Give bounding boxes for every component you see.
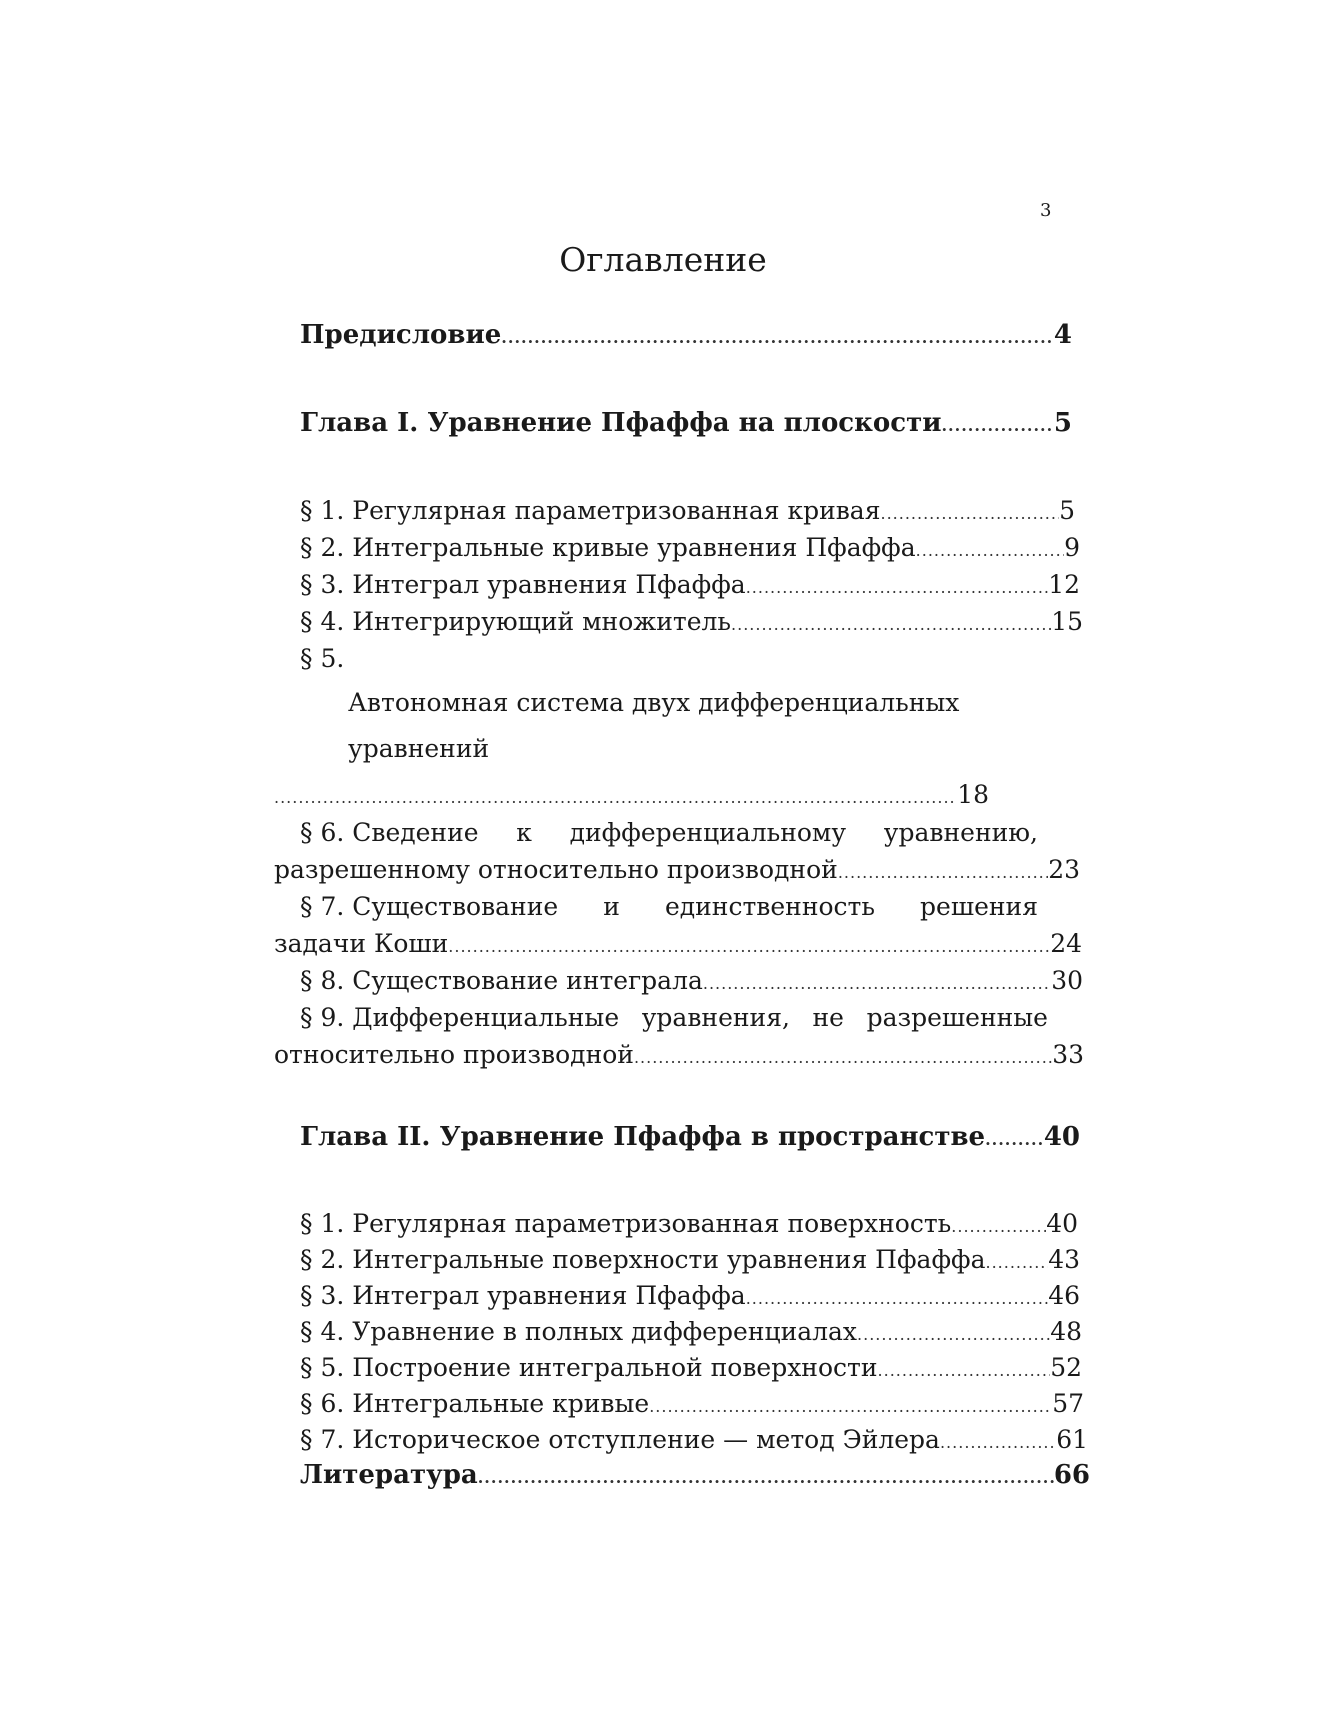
toc-entry-page: 40 [1046,1209,1078,1238]
toc-entry-ch1-s3[interactable] [300,570,1080,599]
word: дифференциальному [569,818,847,847]
toc-entry-label: § 1. Регулярная параметризованная поверхность [300,1209,952,1238]
leader-dots [478,1468,1054,1487]
toc-entry-label: § 3. Интеграл уравнения Пфаффа [300,1281,746,1310]
toc-entry-page: 43 [1048,1245,1080,1274]
leader-dots [838,863,1048,882]
toc-entry-page: 30 [1051,966,1083,995]
leader-dots [746,578,1049,597]
toc-entry-label: § 2. Интегральные кривые уравнения Пфаффа [300,533,916,562]
leader-dots [746,1289,1049,1308]
leader-dots [951,1217,1046,1236]
toc-entry-ch1-s5-line2: уравнений [348,734,490,763]
toc-chapter-2[interactable] [300,1122,1080,1152]
toc-entry-page: 23 [1048,855,1080,884]
leader-dots [880,504,1059,523]
leader-dots [501,328,1054,347]
toc-entry-label: задачи Коши [274,929,449,958]
toc-entry-page: 46 [1048,1281,1080,1310]
word: § 9. Дифференциальные [300,1003,620,1032]
toc-entry-page: 61 [1056,1425,1088,1454]
toc-entry-ch1-s7-line2[interactable] [274,929,1082,958]
leader-dots [985,1130,1044,1149]
toc-entry-page: 5 [1059,496,1075,525]
toc-entry-ch1-s6-line2[interactable] [274,855,1080,884]
toc-entry-label: разрешенному относительно производной [274,855,838,884]
word: решения [920,892,1038,921]
word: разрешенные [866,1003,1048,1032]
toc-entry-page: 5 [1053,408,1072,438]
word: и [603,892,620,921]
toc-entry-ch1-s4[interactable] [300,607,1083,636]
toc-entry-page: 12 [1048,570,1080,599]
toc-entry-page: 15 [1051,607,1083,636]
leader-dots [731,615,1051,634]
toc-entry-label: относительно производной [274,1040,634,1069]
toc-chapter-1[interactable] [300,408,1072,438]
toc-entry-literature[interactable] [300,1460,1090,1490]
toc-entry-ch2-s7[interactable] [300,1425,1088,1454]
toc-entry-ch1-s2[interactable] [300,533,1080,562]
toc-entry-ch1-s5-number: § 5. [300,644,345,673]
page-number: 3 [1040,200,1052,221]
leader-dots [986,1253,1049,1272]
toc-entry-label: § 7. Историческое отступление — метод Эйлера [300,1425,940,1454]
toc-entry-ch2-s1[interactable] [300,1209,1078,1238]
toc-entry-page: 57 [1052,1389,1084,1418]
chapter-heading: Глава I. Уравнение Пфаффа на плоскости [300,408,942,438]
toc-entry-ch1-s1[interactable] [300,496,1075,525]
toc-entry-label: Предисловие [300,320,502,350]
toc-entry-ch2-s5[interactable] [300,1353,1082,1382]
toc-entry-ch2-s2[interactable] [300,1245,1080,1274]
word: § 7. Существование [300,892,559,921]
word: уравнения, [641,1003,790,1032]
toc-entry-page: 33 [1052,1040,1084,1069]
word: не [812,1003,844,1032]
toc-entry-label: § 4. Интегрирующий множитель [300,607,732,636]
toc-entry-preface[interactable] [300,320,1072,350]
toc-entry-ch1-s8[interactable] [300,966,1083,995]
toc-entry-ch2-s4[interactable] [300,1317,1082,1346]
toc-entry-label: § 5. Построение интегральной поверхности [300,1353,878,1382]
toc-entry-ch2-s6[interactable] [300,1389,1084,1418]
leader-dots [941,416,1053,435]
word: уравнению, [883,818,1038,847]
toc-entry-label: Литература [300,1460,478,1490]
chapter-heading: Глава II. Уравнение Пфаффа в пространстве [300,1122,986,1152]
toc-entry-label: § 8. Существование интеграла [300,966,703,995]
leader-dots [940,1433,1056,1452]
toc-entry-ch1-s9-line2[interactable] [274,1040,1084,1069]
toc-entry-label: § 2. Интегральные поверхности уравнения Пфаффа [300,1245,986,1274]
toc-entry-ch1-s6-line1[interactable] [300,818,1038,847]
toc-entry-page: 4 [1053,320,1072,350]
leader-dots [274,788,957,807]
toc-entry-ch1-s7-line1[interactable] [300,892,1038,921]
toc-entry-ch1-s5-leader[interactable] [274,780,989,809]
toc-entry-page: 18 [957,780,989,809]
toc-entry-page: 66 [1053,1460,1090,1490]
toc-entry-label: § 1. Регулярная параметризованная кривая [300,496,881,525]
leader-dots [634,1048,1052,1067]
word: к [516,818,532,847]
word: § 6. Сведение [300,818,479,847]
leader-dots [916,541,1064,560]
toc-entry-page: 24 [1050,929,1082,958]
leader-dots [878,1361,1051,1380]
toc-entry-ch2-s3[interactable] [300,1281,1080,1310]
leader-dots [857,1325,1050,1344]
toc-entry-page: 52 [1050,1353,1082,1382]
toc-entry-label: § 4. Уравнение в полных дифференциалах [300,1317,858,1346]
toc-entry-label: § 6. Интегральные кривые [300,1389,650,1418]
leader-dots [703,974,1051,993]
toc-entry-page: 9 [1064,533,1080,562]
toc-entry-label: § 3. Интеграл уравнения Пфаффа [300,570,746,599]
toc-entry-page: 40 [1043,1122,1080,1152]
toc-entry-page: 48 [1050,1317,1082,1346]
page-title: Оглавление [559,240,767,279]
leader-dots [448,937,1050,956]
toc-entry-ch1-s9-line1[interactable] [300,1003,1048,1032]
toc-entry-ch1-s5-line1: Автономная система двух дифференциальных [348,688,960,717]
leader-dots [649,1397,1052,1416]
word: единственность [664,892,875,921]
